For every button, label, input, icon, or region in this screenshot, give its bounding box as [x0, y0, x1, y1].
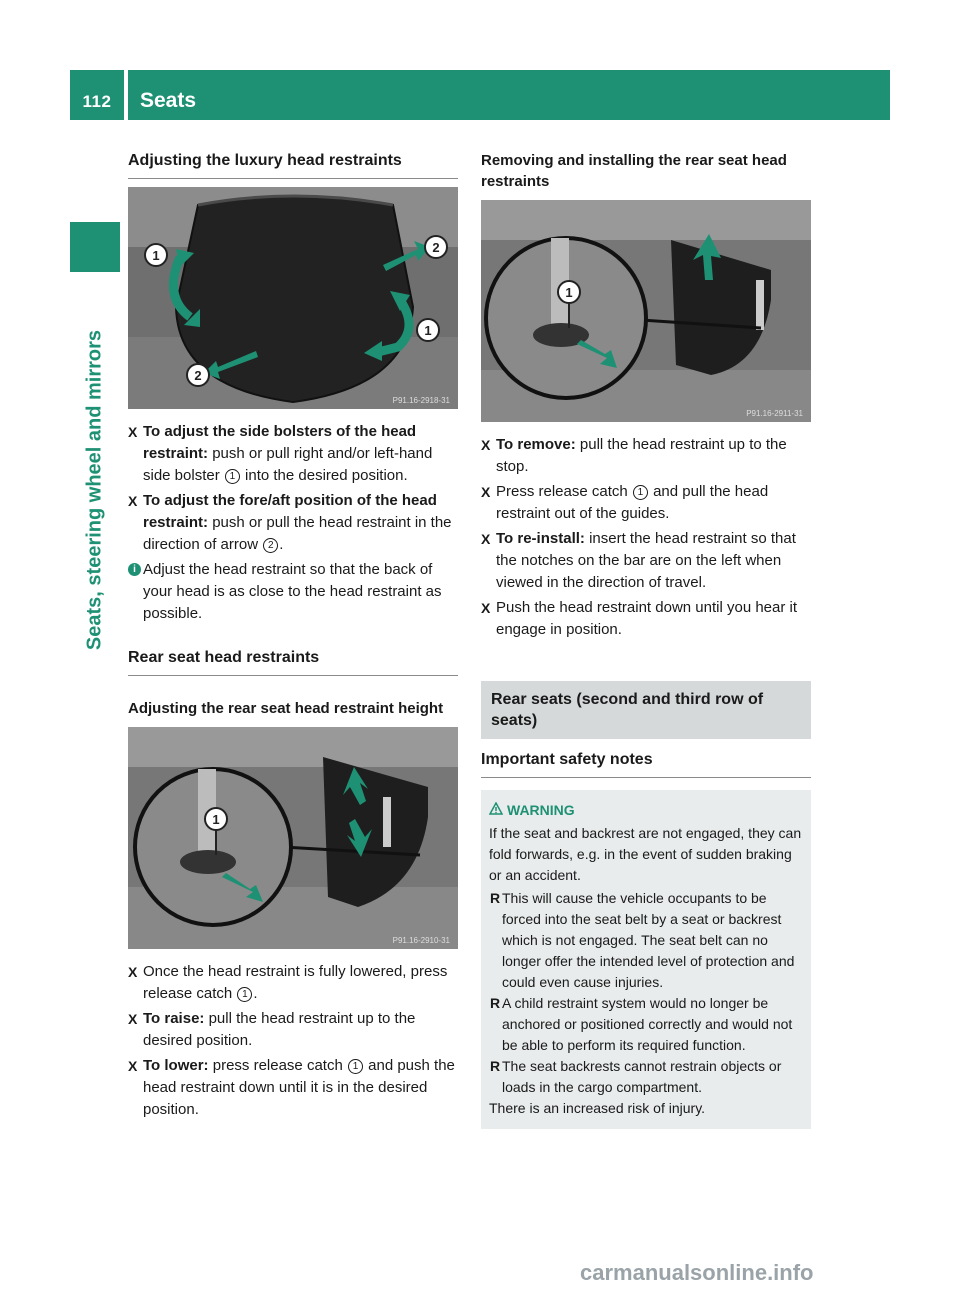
callout-2-left — [187, 364, 209, 386]
right-column — [481, 150, 811, 1129]
note-adjust: i Adjust the head restraint so that the back of your head is as close to the head restraint as possible. — [128, 559, 458, 625]
warning-bullet: R A child restraint system would no longer be anchored or positioned correctly and would not be able to perform its required function. — [490, 995, 793, 1053]
figure-remove-install — [481, 200, 811, 422]
svg-text:2: 2 — [432, 240, 440, 255]
callout-2-right — [425, 236, 447, 258]
warning-intro: If the seat and backrest are not engaged, they can fold forwards, e.g. in the event of sudden braking or an accident. — [489, 825, 802, 883]
callout-ref: 1 — [633, 485, 648, 500]
heading-rear-height: Adjusting the rear seat head restraint height — [128, 700, 444, 717]
heading-luxury: Adjusting the luxury head restraints — [128, 152, 402, 169]
warning-icon — [489, 802, 503, 815]
page-number: 112 — [82, 92, 112, 111]
step-raise: X To raise: pull the head restraint up to the desired position. — [128, 1010, 416, 1049]
heading-luxury-block — [128, 150, 458, 179]
info-icon: i — [128, 563, 141, 576]
heading-rear-head-restraints: Rear seat head restraints — [128, 649, 320, 666]
step-marker-icon: X — [481, 437, 491, 453]
warning-bullet: R This will cause the vehicle occupants to be forced into the seat belt by a seat or backrest which is not engaged. The seat belt can no longer offer the intended level of protection and could even cause injuries. — [490, 890, 795, 990]
header-bar — [128, 70, 890, 120]
callout-ref: 1 — [237, 987, 252, 1002]
step-once-lowered: X Once the head restraint is fully lowered, press release catch 1 . — [128, 963, 448, 1002]
heading-rear-seats: Rear seats (second and third row of seats) — [491, 691, 764, 729]
heading-safety-notes: Important safety notes — [481, 751, 653, 768]
side-tab-label: Seats, steering wheel and mirrors — [83, 329, 106, 651]
warning-bullet: R The seat backrests cannot restrain objects or loads in the cargo compartment. — [490, 1058, 782, 1095]
step-reinstall: X To re-install: insert the head restraint so that the notches on the bar are on the left when viewed in the direction of travel. — [481, 530, 796, 591]
warning-box — [481, 790, 811, 1129]
svg-text:1: 1 — [565, 285, 573, 300]
step-lower: X To lower: press release catch 1 and push the head restraint down until it is in the desired position. — [128, 1057, 455, 1118]
bullet-icon: R — [490, 995, 501, 1011]
left-column — [128, 150, 458, 1124]
callout-ref: 2 — [263, 538, 278, 553]
callout-1-left — [145, 244, 167, 266]
step-marker-icon: X — [128, 493, 138, 509]
callout-1-right — [417, 319, 439, 341]
step-press-catch: X Press release catch 1 and pull the head restraint out of the guides. — [481, 483, 769, 522]
step-marker-icon: X — [481, 484, 491, 500]
bullet-icon: R — [490, 890, 501, 906]
step-marker-icon: X — [128, 424, 138, 440]
step-remove: X To remove: pull the head restraint up to the stop. — [481, 436, 787, 475]
step-marker-icon: X — [128, 1011, 138, 1027]
step-push-down: X Push the head restraint down until you hear it engage in position. — [481, 599, 798, 638]
step-marker-icon: X — [481, 600, 491, 616]
side-tab — [70, 280, 120, 700]
warning-outro: There is an increased risk of injury. — [489, 1100, 706, 1116]
heading-safety-block — [481, 749, 811, 778]
step-fore-aft: X To adjust the fore/aft position of the head restraint: push or pull the head restraint in the direction of arrow 2 . — [128, 492, 452, 553]
svg-text:1: 1 — [152, 248, 160, 263]
heading-remove-install: Removing and installing the rear seat head restraints — [481, 152, 787, 190]
step-side-bolsters: X To adjust the side bolsters of the head restraint: push or pull right and/or left-hand side bolster 1 into the desired position. — [128, 423, 433, 484]
callout-ref: 1 — [225, 469, 240, 484]
figure-code: P91.16-2910-31 — [392, 936, 450, 945]
callout-ref: 1 — [348, 1059, 363, 1074]
svg-text:1: 1 — [424, 323, 432, 338]
heading-rear-block — [128, 647, 458, 676]
svg-text:1: 1 — [212, 812, 220, 827]
figure-code: P91.16-2918-31 — [392, 396, 450, 405]
step-marker-icon: X — [481, 531, 491, 547]
step-marker-icon: X — [128, 1058, 138, 1074]
figure-rear-height — [128, 727, 458, 949]
side-tab-marker — [70, 222, 120, 272]
figure-code: P91.16-2911-31 — [746, 409, 803, 418]
section-rear-seats — [481, 681, 811, 739]
step-marker-icon: X — [128, 964, 138, 980]
watermark: carmanualsonline.info — [580, 1260, 814, 1285]
figure-luxury-head-restraint — [128, 187, 458, 409]
svg-text:2: 2 — [194, 368, 202, 383]
warning-title: WARNING — [489, 800, 803, 821]
page-section-title: Seats — [140, 89, 197, 112]
bullet-icon: R — [490, 1058, 501, 1074]
